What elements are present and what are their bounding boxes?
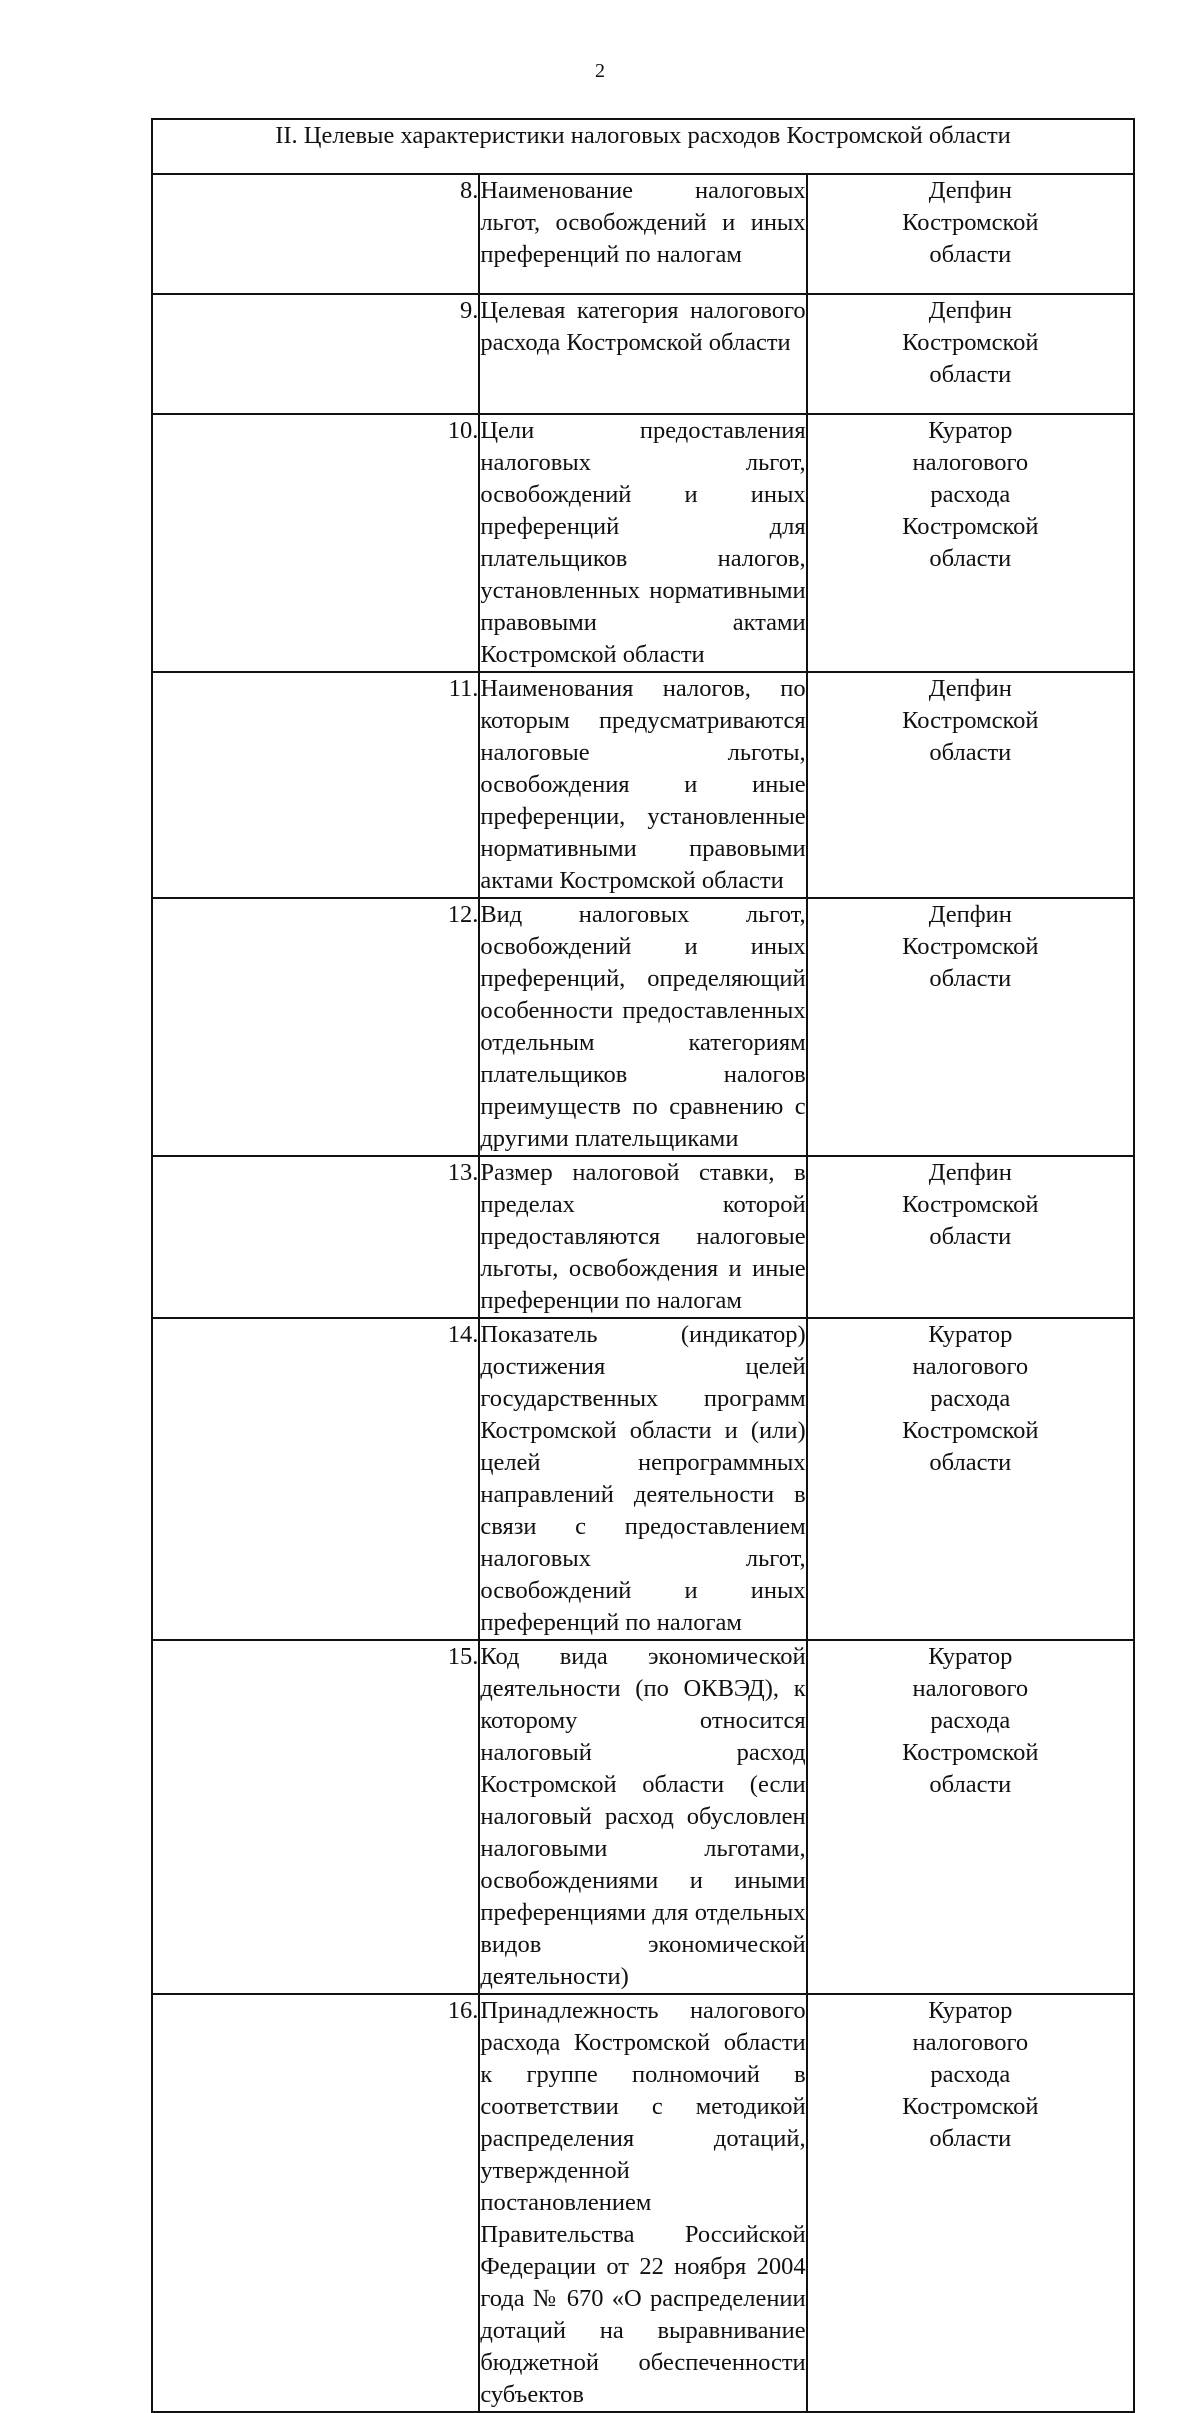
tax-expenditure-table [151, 118, 1135, 2413]
table-row [152, 672, 1134, 898]
row-name: Наименования налогов, по которым предусматриваются налоговые льготы, освобождения и иные преференции, установленные нормативными правовыми актами Костромской области [479, 672, 806, 898]
row-number: 8. [152, 174, 479, 294]
row-name: Показатель (индикатор) достижения целей государственных программ Костромской области и (или) целей непрограммных направлений деятельности в связи с предоставлением налоговых льгот, освобождений и иных преференций по налогам [479, 1318, 806, 1640]
row-responsible: Куратор налогового расхода Костромской области [807, 1640, 1134, 1994]
row-number: 14. [152, 1318, 479, 1640]
page-number: 2 [595, 60, 605, 82]
row-name: Размер налоговой ставки, в пределах которой предоставляются налоговые льготы, освобождения и иные преференции по налогам [479, 1156, 806, 1318]
row-name: Целевая категория налогового расхода Костромской области [479, 294, 806, 414]
row-number: 13. [152, 1156, 479, 1318]
table-row [152, 898, 1134, 1156]
row-number: 16. [152, 1994, 479, 2412]
row-name: Цели предоставления налоговых льгот, освобождений и иных преференций для плательщиков налогов, установленных нормативными правовыми актами Костромской области [479, 414, 806, 672]
row-responsible: Куратор налогового расхода Костромской области [807, 1318, 1134, 1640]
table-row [152, 1318, 1134, 1640]
table-row [152, 414, 1134, 672]
row-number: 15. [152, 1640, 479, 1994]
row-name: Принадлежность налогового расхода Костромской области к группе полномочий в соответствии с методикой распределения дотаций, утвержденной постановлением Правительства Российской Федерации от 22 ноября 2004 года № 670 «О распределении дотаций на выравнивание бюджетной обеспеченности субъектов [479, 1994, 806, 2412]
row-responsible: Куратор налогового расхода Костромской области [807, 1994, 1134, 2412]
row-responsible: Депфин Костромской области [807, 898, 1134, 1156]
row-name: Вид налоговых льгот, освобождений и иных преференций, определяющий особенности предоставленных отдельным категориям плательщиков налогов преимуществ по сравнению с другими плательщиками [479, 898, 806, 1156]
table-row [152, 294, 1134, 414]
table-row [152, 1640, 1134, 1994]
row-number: 11. [152, 672, 479, 898]
row-name: Код вида экономической деятельности (по ОКВЭД), к которому относится налоговый расход Костромской области (если налоговый расход обусловлен налоговыми льготами, освобождениями и иными преференциями для отдельных видов экономической деятельности) [479, 1640, 806, 1994]
row-responsible: Депфин Костромской области [807, 174, 1134, 294]
section-title: II. Целевые характеристики налоговых расходов Костромской области [152, 119, 1134, 174]
row-name: Наименование налоговых льгот, освобождений и иных преференций по налогам [479, 174, 806, 294]
row-number: 10. [152, 414, 479, 672]
row-responsible: Депфин Костромской области [807, 672, 1134, 898]
row-responsible: Депфин Костромской области [807, 294, 1134, 414]
row-number: 12. [152, 898, 479, 1156]
table-row [152, 174, 1134, 294]
table-row [152, 1156, 1134, 1318]
section-header-row [152, 119, 1134, 174]
row-responsible: Депфин Костромской области [807, 1156, 1134, 1318]
row-number: 9. [152, 294, 479, 414]
row-responsible: Куратор налогового расхода Костромской области [807, 414, 1134, 672]
table-row [152, 1994, 1134, 2412]
